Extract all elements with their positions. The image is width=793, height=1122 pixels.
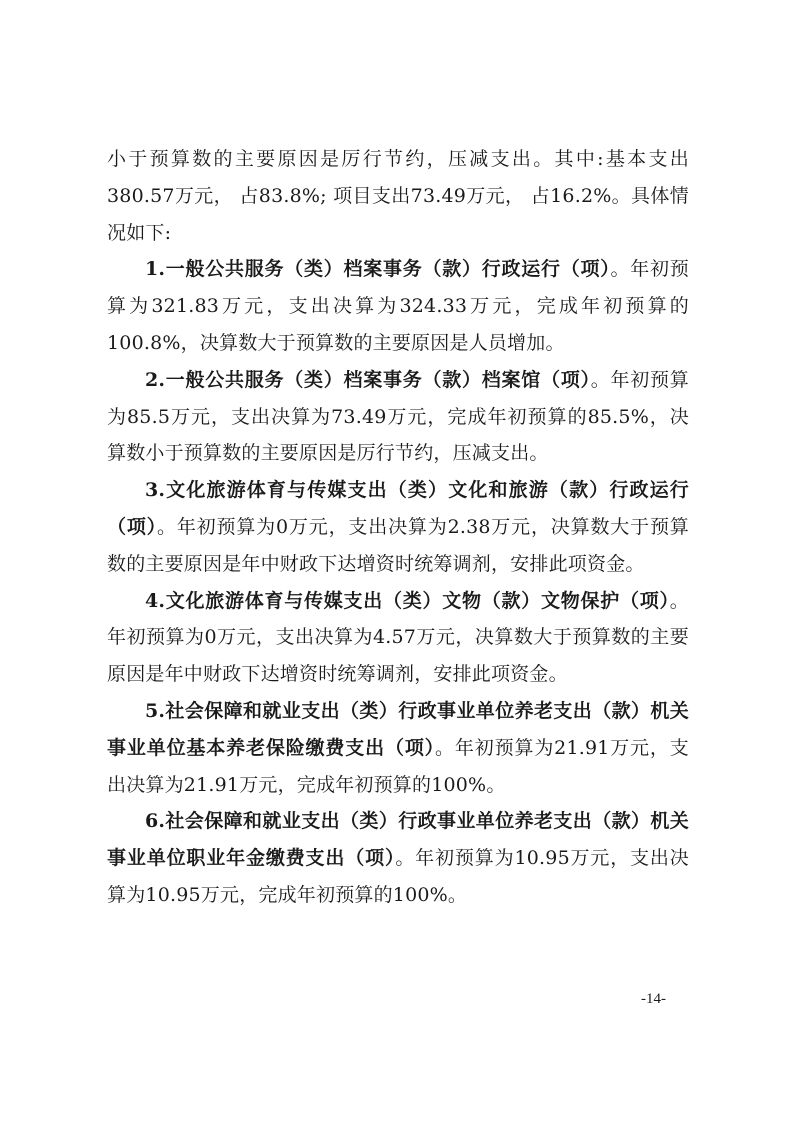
item-heading: 1.一般公共服务（类）档案事务（款）行政运行（项） xyxy=(145,258,611,281)
paragraph-item-3 xyxy=(107,472,689,582)
paragraph-item-5 xyxy=(107,693,689,803)
document-page xyxy=(107,141,689,914)
paragraph-item-1 xyxy=(107,251,689,361)
item-heading: 2.一般公共服务（类）档案事务（款）档案馆（项） xyxy=(145,368,591,391)
item-heading: 6.社会保障和就业支出（类）行政事业单位养老支出（款）机关事业单位职业年金缴费支出（项） xyxy=(107,810,689,870)
item-heading: 4.文化旅游体育与传媒支出（类）文物（款）文物保护（项） xyxy=(145,589,670,612)
item-text: 。年初预算为10.95万元，支出决算为10.95万元，完成年初预算的100%。 xyxy=(107,847,689,906)
paragraph-item-2 xyxy=(107,362,689,472)
item-text: 。年初预算为0万元，支出决算为4.57万元，决算数大于预算数的主要原因是年中财政下达增资时统筹调剂，安排此项资金。 xyxy=(107,589,689,686)
item-text: 。年初预算为85.5万元，支出决算为73.49万元，完成年初预算的85.5%，决算数小于预算数的主要原因是厉行节约，压减支出。 xyxy=(107,368,689,465)
item-text: 。年初预算为321.83万元，支出决算为324.33万元，完成年初预算的100.8%，决算数大于预算数的主要原因是人员增加。 xyxy=(107,258,689,354)
paragraph-intro xyxy=(107,141,689,251)
paragraph-item-4 xyxy=(107,583,689,693)
paragraph-text: 小于预算数的主要原因是厉行节约，压减支出。其中:基本支出380.57万元， 占83.8%; 项目支出73.49万元， 占16.2%。具体情况如下: xyxy=(107,148,689,244)
page-number: -14- xyxy=(641,991,666,1007)
item-text: 。年初预算为21.91万元，支出决算为21.91万元，完成年初预算的100%。 xyxy=(107,736,689,796)
item-heading: 5.社会保障和就业支出（类）行政事业单位养老支出（款）机关事业单位基本养老保险缴费支出（项） xyxy=(107,699,689,759)
item-heading: 3.文化旅游体育与传媒支出（类）文化和旅游（款）行政运行（项） xyxy=(107,479,689,538)
paragraph-item-6 xyxy=(107,803,689,913)
item-text: 。年初预算为0万元，支出决算为2.38万元，决算数大于预算数的主要原因是年中财政下达增资时统筹调剂，安排此项资金。 xyxy=(107,515,689,575)
